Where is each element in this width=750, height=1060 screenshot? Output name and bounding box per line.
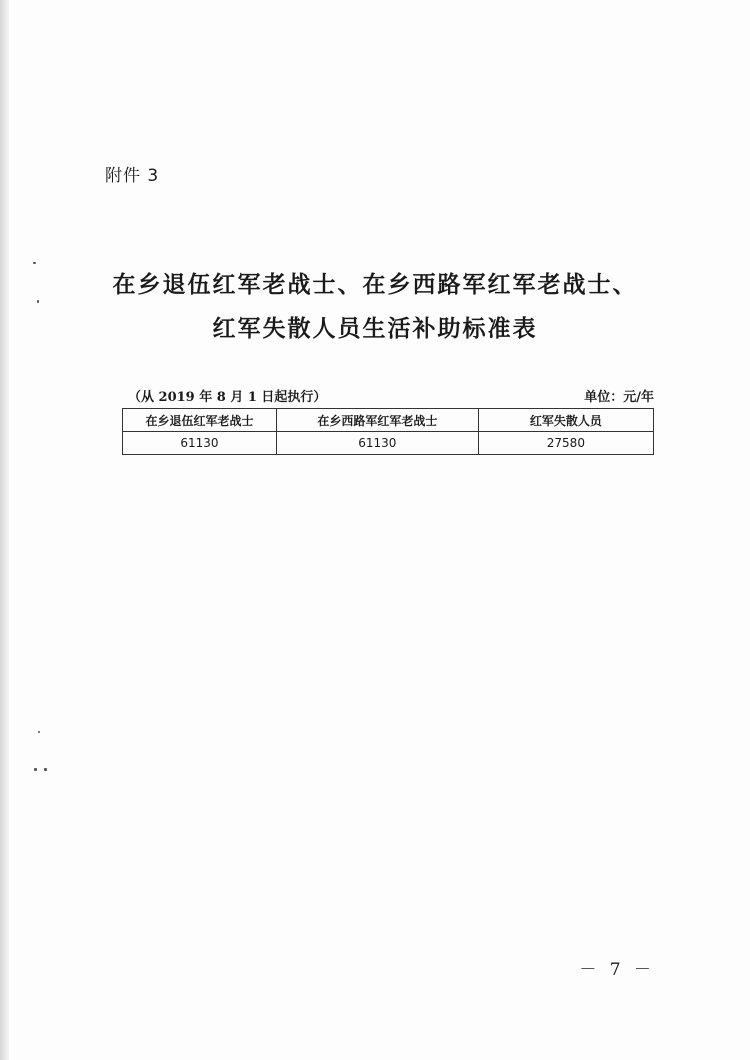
attachment-label: 附件 3	[105, 166, 160, 186]
column-header-western-route-veterans: 在乡西路军红军老战士	[276, 409, 478, 432]
column-header-veterans: 在乡退伍红军老战士	[123, 409, 277, 432]
table-cell-veterans-amount: 61130	[123, 432, 277, 455]
scan-speck	[34, 768, 37, 771]
document-title-line-1: 在乡退伍红军老战士、在乡西路军红军老战士、	[112, 272, 638, 298]
table-row	[123, 432, 654, 455]
subsidy-standard-table	[122, 408, 654, 455]
scan-speck	[33, 262, 36, 264]
column-header-dispersed-personnel: 红军失散人员	[478, 409, 653, 432]
scan-speck	[38, 731, 40, 733]
scan-speck	[37, 300, 39, 303]
table-header-row	[123, 409, 654, 432]
unit-note: 单位：元/年	[584, 390, 654, 405]
scan-speck	[44, 768, 47, 771]
table-cell-western-route-amount: 61130	[276, 432, 478, 455]
document-title-line-2: 红军失散人员生活补助标准表	[212, 316, 538, 342]
table-cell-dispersed-amount: 27580	[478, 432, 653, 455]
effective-date-note: （从 2019 年 8 月 1 日起执行）	[128, 390, 327, 405]
scan-edge-shadow	[0, 0, 9, 1060]
page-number: － 7 －	[579, 960, 655, 980]
